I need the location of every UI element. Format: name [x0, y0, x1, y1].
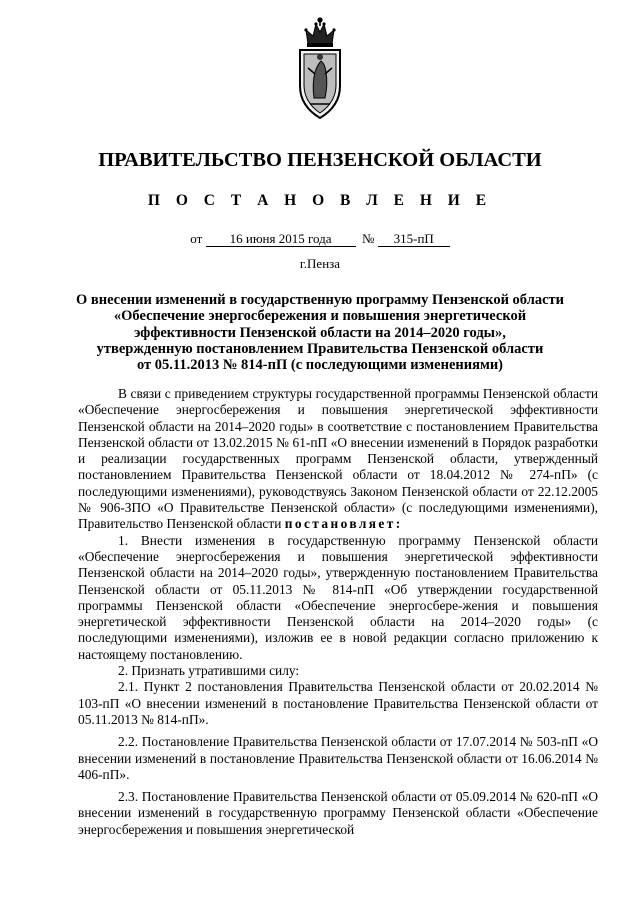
- paragraph-item-2-2: 2.2. Постановление Правительства Пензенской области от 17.07.2014 № 503-пП «О внесении изменений в постановление Правительства Пензенской области от 16.06.2014 № 406-пП».: [78, 734, 598, 782]
- city-name: г.Пенза: [299, 256, 341, 271]
- document-number: 315-пП: [378, 232, 450, 247]
- paragraph-item-2-3: 2.3. Постановление Правительства Пензенской области от 05.09.2014 № 620-пП «О внесении изменений в государственную программу Пензенской области «Обеспечение энергосбережения и повышения энергетической: [78, 789, 598, 837]
- date-number-row: [0, 231, 640, 247]
- document-type: П О С Т А Н О В Л Е Н И Е: [147, 192, 493, 209]
- number-prefix: №: [362, 231, 375, 246]
- document-title-line: «Обеспечение энергосбережения и повышения энергетической: [113, 308, 527, 325]
- document-title-line: эффективности Пензенской области на 2014–2020 годы»,: [134, 324, 506, 341]
- paragraph-item-2: 2. Признать утратившими силу:: [118, 663, 300, 679]
- penza-coat-of-arms-icon: [294, 14, 346, 126]
- resolves-word: постановляет:: [284, 516, 403, 532]
- document-title-line: О внесении изменений в государственную программу Пензенской области: [75, 292, 564, 308]
- date-prefix: от: [190, 231, 203, 246]
- preamble-text: В связи с приведением структуры государственной программы Пензенской области «Обеспечение энергосбережения и повышения энергетической эффективности Пензенской области на 2014–2020 годы» в соответствие с постановлением Правительства Пензенской области от 13.02.2015 № 61-пП «О внесении изменений в Порядок разработки и реализации государственных программ Пензенской области, утвержденный постановлением Правительства Пензенской области от 18.04.2012 № 274-пП» (с последующими изменениями), руководствуясь Законом Пензенской области от 22.12.2005 № 906-ЗПО «О Правительстве Пензенской области» (с последующими изменениями), Правительство Пензенской области: [78, 386, 598, 532]
- document-title-line: от 05.11.2013 № 814-пП (с последующими изменениями): [136, 357, 504, 374]
- document-date: 16 июня 2015 года: [206, 232, 356, 247]
- paragraph-item-2-1: 2.1. Пункт 2 постановления Правительства Пензенской области от 20.02.2014 № 103-пП «О внесении изменений в постановление Правительства Пензенской области от 05.11.2013 № 814-пП».: [78, 679, 598, 727]
- preamble-paragraph: [78, 386, 598, 533]
- document-body: [78, 386, 598, 838]
- government-name: ПРАВИТЕЛЬСТВО ПЕНЗЕНСКОЙ ОБЛАСТИ: [98, 149, 542, 171]
- document-title: [60, 292, 580, 373]
- paragraph-item-1: 1. Внести изменения в государственную программу Пензенской области «Обеспечение энергосбережения и повышения энергетической эффективности Пензенской области на 2014–2020 годы», утвержденную постановлением Правительства Пензенской области от 05.11.2013 № 814-пП «Об утверждении государственной программы Пензенской области «Обеспечение энергосбере-жения и повышения энергетической эффективности Пензенской области на 2014–2020 годы» (с последующими изменениями), изложив ее в новой редакции согласно приложению к настоящему постановлению.: [78, 532, 598, 662]
- document-title-line: утвержденную постановлением Правительства Пензенской области: [96, 340, 544, 357]
